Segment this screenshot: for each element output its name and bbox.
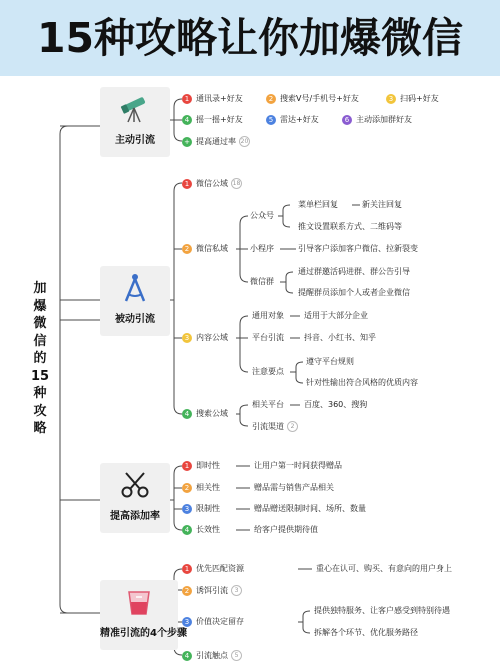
number-badge: 1 [182, 461, 192, 471]
section-card-passive [100, 266, 170, 336]
list-item [182, 461, 220, 471]
list-item [266, 115, 319, 125]
list-item [182, 115, 243, 125]
collapsed-count-badge[interactable]: 20 [240, 138, 249, 145]
item-text: 微信公域 [196, 178, 228, 188]
leaf-item: 抖音、小红书、知乎 [304, 333, 376, 342]
section-label: 主动引流 [115, 135, 155, 146]
item-text: 主动添加群好友 [356, 115, 412, 124]
section-card-add-rate [100, 463, 170, 533]
collapsed-count-badge[interactable]: 3 [231, 585, 242, 596]
sub-item: 微信群 [250, 277, 274, 286]
collapsed-count-badge[interactable]: 2 [287, 421, 298, 432]
item-text: 雷达+好友 [280, 115, 319, 124]
item-text: 限制性 [196, 504, 220, 513]
root-char: 微 [33, 316, 47, 331]
sub-item: 公众号 [250, 211, 274, 220]
beaker-icon [124, 587, 154, 617]
leaf-item: 推文设置联系方式、二维码等 [298, 222, 402, 231]
collapsed-count-badge[interactable]: 5 [231, 650, 242, 661]
leaf-item: 让用户第一时间获得赠品 [254, 461, 342, 470]
root-char: 信 [33, 333, 47, 349]
number-badge: 1 [182, 179, 192, 189]
section-label: 提高添加率 [110, 511, 160, 522]
list-item [182, 333, 228, 343]
number-badge: 4 [182, 525, 192, 535]
root-char: 攻 [33, 403, 47, 419]
item-text: 价值决定留存 [196, 617, 244, 626]
number-badge: 2 [266, 94, 276, 104]
leaf-item: 拆解各个环节、优化服务路径 [314, 628, 418, 637]
number-badge: 5 [266, 115, 276, 125]
sub-item: 通用对象 [252, 311, 284, 320]
list-item [266, 94, 359, 104]
root-char: 略 [33, 421, 47, 436]
number-badge: 1 [182, 94, 192, 104]
item-text: 通讯录+好友 [196, 94, 243, 103]
list-item [342, 115, 412, 125]
list-item [182, 617, 244, 627]
number-badge: 2 [182, 244, 192, 254]
root-char: 种 [33, 386, 47, 401]
list-item [182, 564, 244, 574]
root-char: 15 [30, 368, 50, 384]
leaf-item: 提醒群员添加个人或者企业微信 [298, 288, 410, 297]
list-item [386, 94, 439, 104]
number-badge: 4 [182, 409, 192, 419]
leaf-item: 新关注回复 [362, 200, 402, 209]
leaf-item: 赠品赠送限制时间、场所、数量 [254, 504, 366, 513]
number-badge: 1 [182, 564, 192, 574]
leaf-item: 提供独特服务、让客户感受到特别待遇 [314, 606, 450, 615]
leaf-item: 通过群邀活码进群、群公告引导 [298, 267, 410, 276]
collapsed-count-badge[interactable]: 18 [232, 180, 241, 187]
number-badge: 3 [182, 333, 192, 343]
section-card-active [100, 87, 170, 157]
sub-item[interactable] [252, 421, 298, 432]
leaf-item: 给客户提供期待值 [254, 525, 318, 534]
section-label: 精准引流的4个步骤 [100, 628, 187, 639]
item-text: 搜索V号/手机号+好友 [280, 94, 359, 103]
list-item[interactable] [182, 136, 250, 147]
number-badge: 3 [182, 504, 192, 514]
sub-item: 小程序 [250, 244, 274, 253]
leaf-item: 针对性输出符合风格的优质内容 [306, 378, 418, 387]
leaf-item: 菜单栏回复 [298, 200, 338, 209]
number-badge: 4 [182, 651, 192, 661]
item-text: 内容公域 [196, 333, 228, 342]
leaf-item: 引导客户添加客户微信、拉新裂变 [298, 244, 418, 253]
list-item[interactable] [182, 178, 242, 189]
list-item [182, 525, 220, 535]
telescope-icon [120, 94, 150, 124]
number-badge: 6 [342, 115, 352, 125]
list-item [182, 483, 220, 493]
item-text: 微信私域 [196, 244, 228, 253]
root-char: 加 [33, 281, 47, 296]
root-char: 爆 [33, 298, 47, 314]
leaf-item: 适用于大部分企业 [304, 311, 368, 320]
list-item [182, 244, 228, 254]
item-text: 引流触点 [196, 650, 228, 660]
number-badge: 3 [182, 617, 192, 627]
section-card-precise [100, 580, 187, 650]
sub-item: 平台引流 [252, 333, 284, 342]
list-item [182, 504, 220, 514]
number-badge: 4 [182, 115, 192, 125]
number-badge: 2 [182, 483, 192, 493]
sub-item: 注意要点 [252, 367, 284, 376]
list-item [182, 409, 228, 419]
item-text: 搜索公域 [196, 409, 228, 418]
item-text: 引流渠道 [252, 421, 284, 431]
item-text: 长效性 [196, 525, 220, 534]
leaf-item: 重心在认可、购买、有意向的用户身上 [316, 564, 452, 573]
plus-badge: + [182, 137, 192, 147]
number-badge: 3 [386, 94, 396, 104]
number-badge: 2 [182, 586, 192, 596]
list-item[interactable] [182, 585, 242, 596]
list-item [182, 94, 243, 104]
item-text: 摇一摇+好友 [196, 115, 243, 124]
item-text: 提高通过率 [196, 136, 236, 146]
section-label: 被动引流 [115, 314, 155, 325]
leaf-item: 百度、360、搜狗 [304, 400, 368, 409]
leaf-item: 遵守平台规则 [306, 357, 354, 366]
root-char: 的 [33, 351, 47, 366]
compass-icon [120, 273, 150, 303]
item-text: 优先匹配资源 [196, 564, 244, 573]
item-text: 诱饵引流 [196, 585, 228, 595]
scissors-icon [120, 470, 150, 500]
item-text: 扫码+好友 [400, 94, 439, 103]
list-item[interactable] [182, 650, 242, 661]
leaf-item: 赠品需与销售产品相关 [254, 483, 334, 492]
sub-item: 相关平台 [252, 400, 284, 409]
page-title: 15种攻略让你加爆微信 [36, 14, 464, 62]
item-text: 即时性 [196, 461, 220, 470]
item-text: 相关性 [196, 483, 220, 492]
